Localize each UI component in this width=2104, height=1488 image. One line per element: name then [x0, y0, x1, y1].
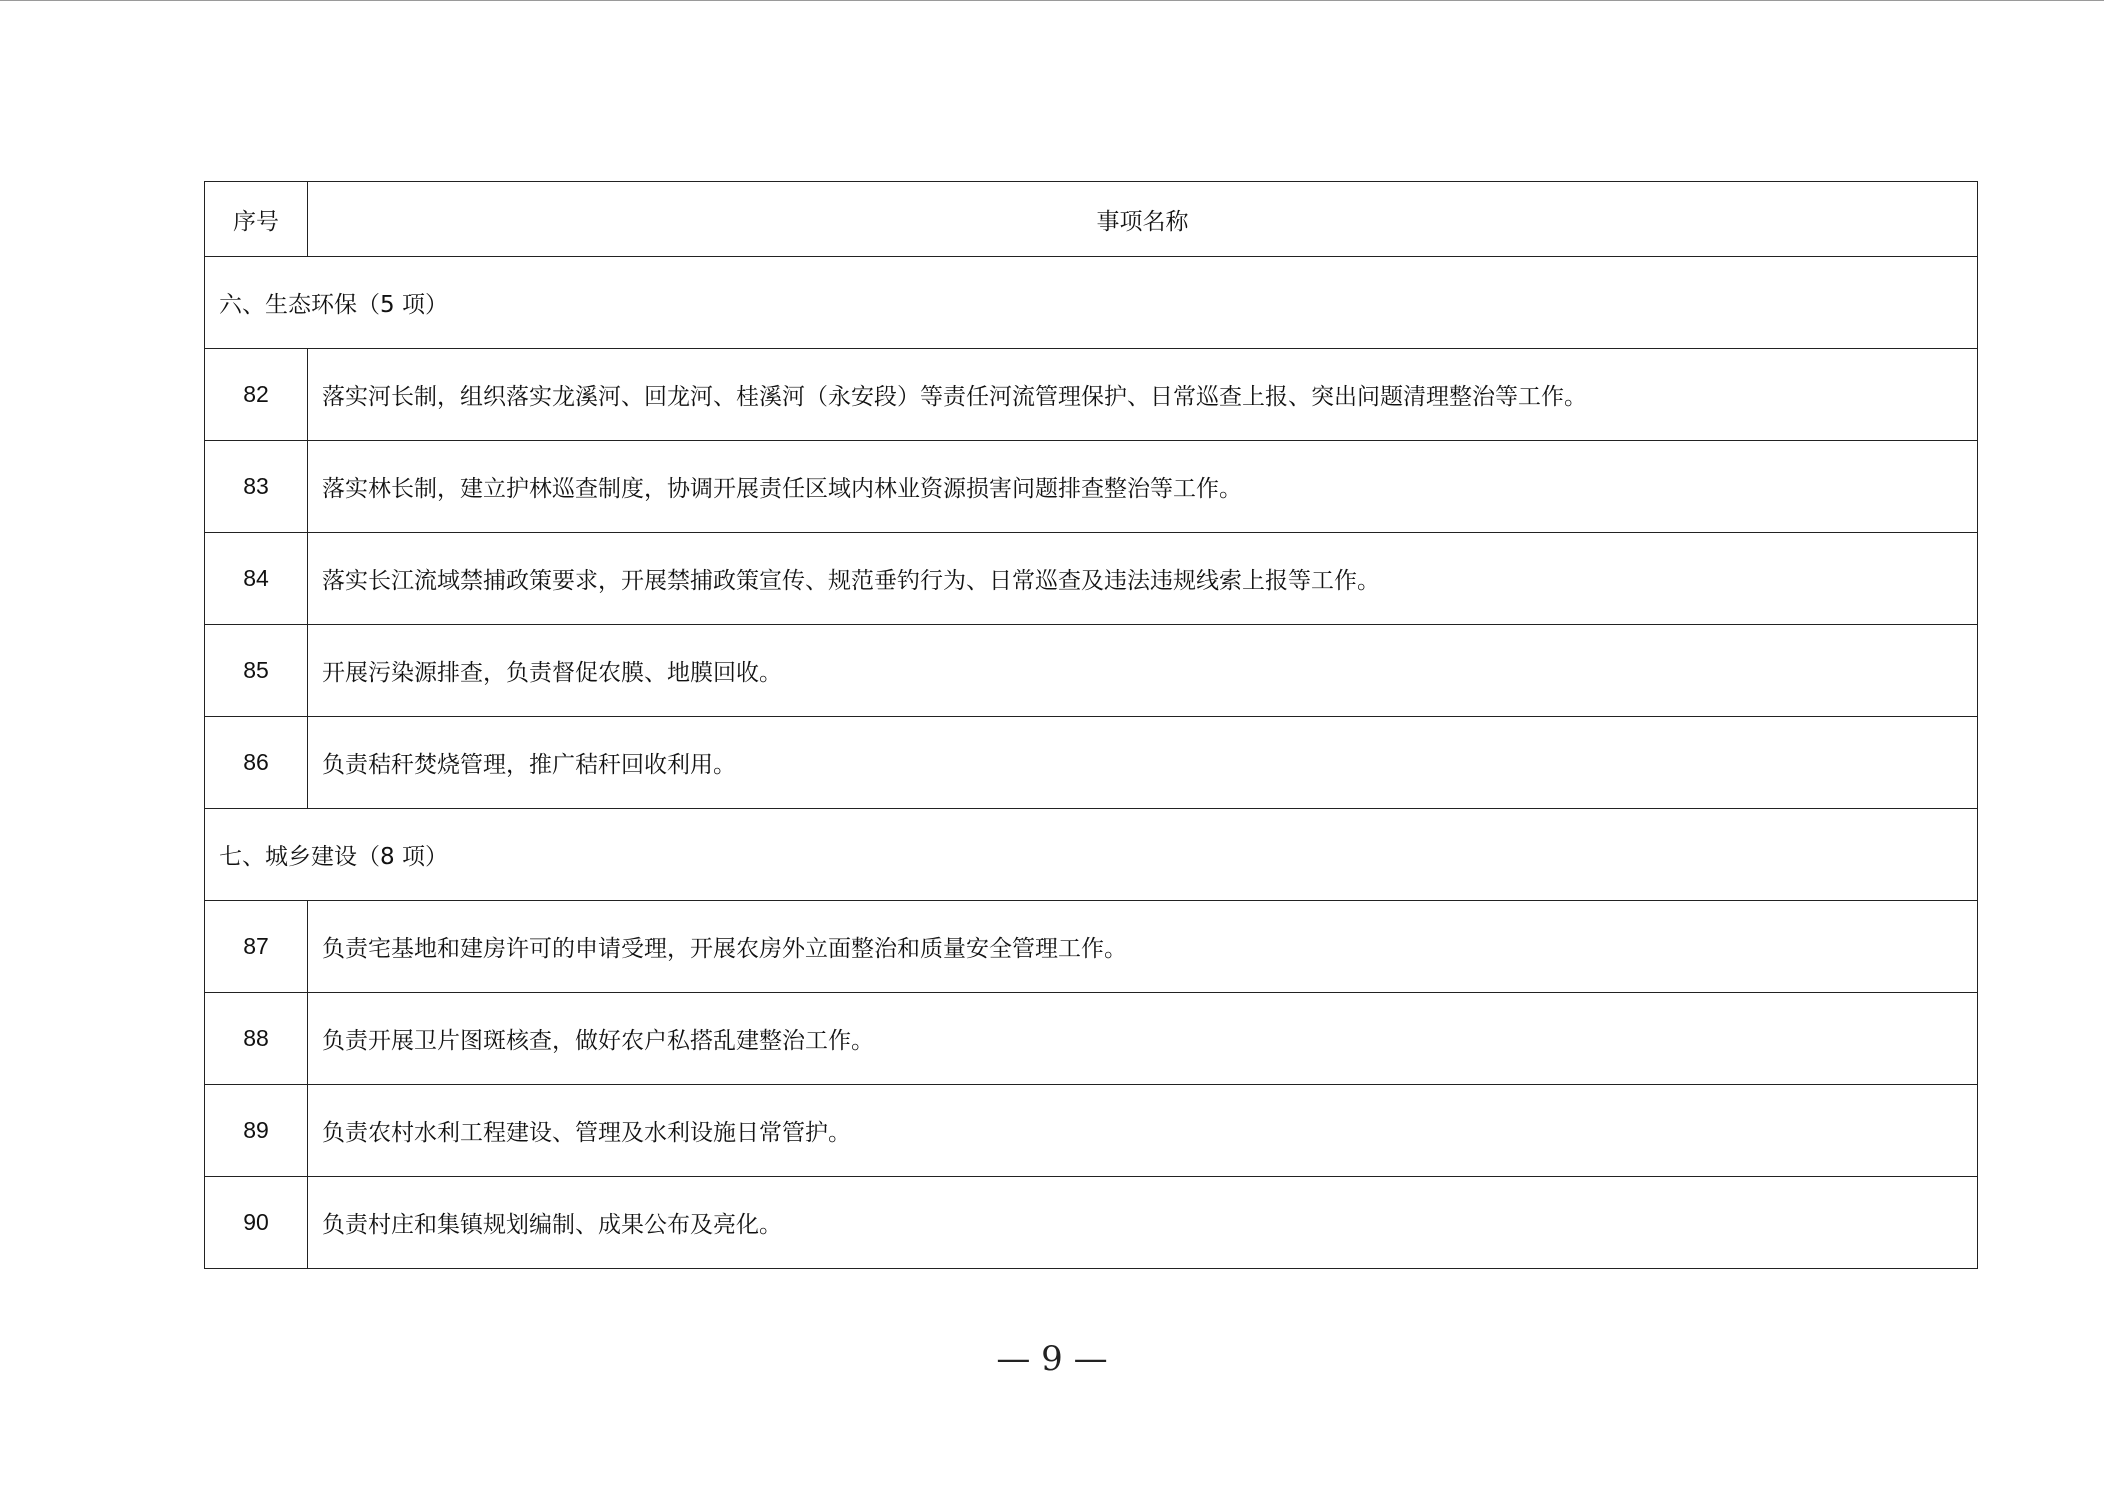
item-number: 85: [205, 625, 308, 717]
section-row-ecology: [205, 257, 1978, 349]
page-top-border: [0, 0, 2104, 1]
table-row: [205, 1177, 1978, 1269]
item-number: 88: [205, 993, 308, 1085]
item-name: 落实河长制，组织落实龙溪河、回龙河、桂溪河（永安段）等责任河流管理保护、日常巡查上报、突出问题清理整治等工作。: [308, 349, 1978, 441]
item-number: 89: [205, 1085, 308, 1177]
item-name: 负责秸秆焚烧管理，推广秸秆回收利用。: [308, 717, 1978, 809]
table-row: [205, 993, 1978, 1085]
table-header-row: [205, 182, 1978, 257]
item-name: 负责农村水利工程建设、管理及水利设施日常管护。: [308, 1085, 1978, 1177]
item-number: 90: [205, 1177, 308, 1269]
item-name: 落实长江流域禁捕政策要求，开展禁捕政策宣传、规范垂钓行为、日常巡查及违法违规线索上报等工作。: [308, 533, 1978, 625]
table-row: [205, 901, 1978, 993]
item-name: 负责村庄和集镇规划编制、成果公布及亮化。: [308, 1177, 1978, 1269]
item-number: 84: [205, 533, 308, 625]
item-name: 落实林长制，建立护林巡查制度，协调开展责任区域内林业资源损害问题排查整治等工作。: [308, 441, 1978, 533]
section-title: 七、城乡建设（8 项）: [205, 809, 1978, 901]
item-name: 负责宅基地和建房许可的申请受理，开展农房外立面整治和质量安全管理工作。: [308, 901, 1978, 993]
header-number: 序号: [205, 182, 308, 257]
table-row: [205, 717, 1978, 809]
table-row: [205, 349, 1978, 441]
section-row-construction: [205, 809, 1978, 901]
table-row: [205, 533, 1978, 625]
section-title: 六、生态环保（5 项）: [205, 257, 1978, 349]
item-name: 开展污染源排查，负责督促农膜、地膜回收。: [308, 625, 1978, 717]
table-row: [205, 1085, 1978, 1177]
table-row: [205, 625, 1978, 717]
item-name: 负责开展卫片图斑核查，做好农户私搭乱建整治工作。: [308, 993, 1978, 1085]
item-number: 87: [205, 901, 308, 993]
table-row: [205, 441, 1978, 533]
header-name: 事项名称: [308, 182, 1978, 257]
item-number: 83: [205, 441, 308, 533]
item-number: 86: [205, 717, 308, 809]
item-number: 82: [205, 349, 308, 441]
matters-table: [204, 181, 1978, 1269]
page-number: — 9 —: [996, 1339, 1108, 1379]
